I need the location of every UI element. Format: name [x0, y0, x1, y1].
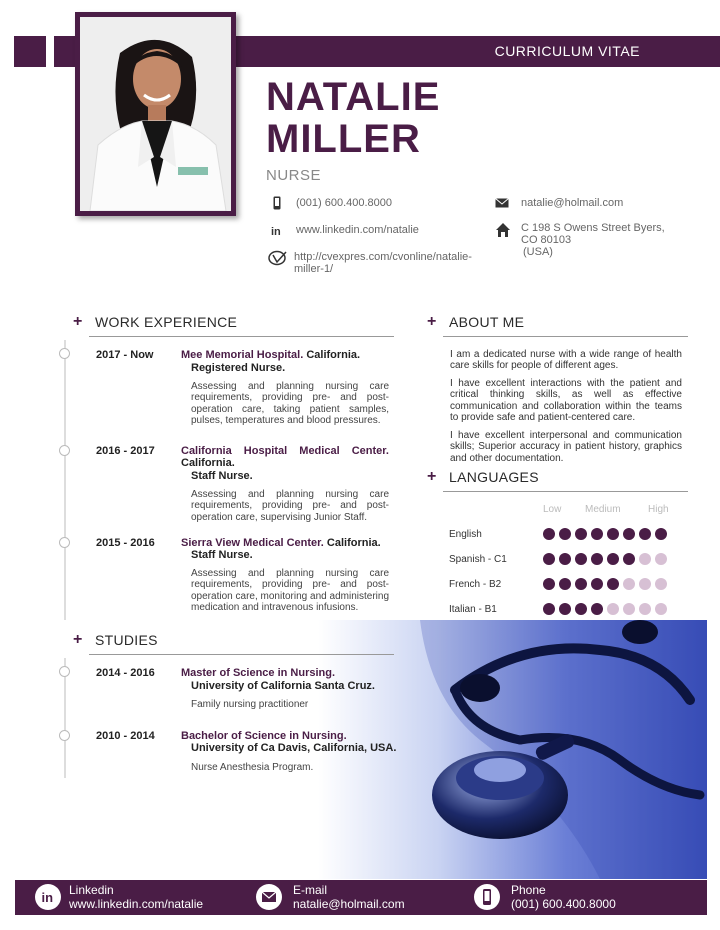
rating-dot-filled — [575, 528, 587, 540]
work-organization — [181, 349, 389, 361]
rating-dot-filled — [559, 603, 571, 615]
language-rating — [543, 528, 667, 540]
languages-title: LANGUAGES — [449, 469, 539, 485]
work-date: 2015 - 2016 — [96, 537, 155, 549]
languages-heading — [427, 468, 539, 485]
rating-dot-filled — [591, 528, 603, 540]
footer-linkedin-label: Linkedin — [69, 883, 114, 897]
svg-text:in: in — [41, 890, 54, 905]
rating-dot-filled — [543, 528, 555, 540]
work-org-place: California. — [303, 349, 361, 361]
rating-dot-empty — [623, 578, 635, 590]
study-school: University of California Santa Cruz. — [191, 680, 375, 692]
footer-linkedin[interactable] — [69, 883, 203, 911]
study-school: University of Ca Davis, California, USA. — [191, 742, 397, 754]
rating-dot-filled — [591, 578, 603, 590]
full-name — [266, 76, 440, 160]
work-org-name: Sierra View Medical Center. — [181, 537, 324, 549]
study-date: 2014 - 2016 — [96, 667, 155, 679]
contact-website-line2: miller-1/ — [294, 263, 334, 275]
studies-heading — [73, 631, 158, 648]
work-date: 2016 - 2017 — [96, 445, 155, 457]
profile-photo — [80, 17, 231, 211]
language-name: English — [449, 529, 482, 540]
linkedin-icon — [270, 223, 284, 237]
footer-email-value: natalie@holmail.com — [293, 897, 405, 911]
work-timeline — [64, 340, 66, 620]
first-name: NATALIE — [266, 75, 441, 119]
footer-linkedin-value: www.linkedin.com/natalie — [69, 897, 204, 911]
contact-phone-text: (001) 600.400.8000 — [296, 197, 393, 209]
rating-dot-filled — [575, 578, 587, 590]
footer-phone-label: Phone — [511, 883, 546, 897]
work-experience-heading — [73, 313, 238, 330]
profile-photo-frame — [75, 12, 236, 216]
rating-dot-filled — [543, 603, 555, 615]
language-rating — [543, 578, 667, 590]
rating-dot-filled — [559, 553, 571, 565]
about-me-divider — [443, 336, 688, 337]
work-date: 2017 - Now — [96, 349, 154, 361]
timeline-dot — [59, 445, 70, 456]
study-degree-name: Bachelor of Science in Nursing. — [181, 730, 347, 742]
rating-dot-filled — [623, 553, 635, 565]
work-description: Assessing and planning nursing care requirements, providing pre- and post-operation care, taking patient samples, pulses, temperatures and blood pressures. — [191, 381, 389, 426]
work-org-place: California. — [323, 537, 381, 549]
work-description: Assessing and planning nursing care requirements, providing pre- and post-operation care, monitoring and administering medication and intravenous infusions. — [191, 568, 389, 613]
plus-icon: + — [427, 468, 437, 485]
timeline-dot — [59, 348, 70, 359]
nurse-portrait-illustration — [80, 17, 231, 211]
footer-linkedin-icon — [35, 884, 61, 910]
work-organization — [181, 445, 389, 469]
work-role: Staff Nurse. — [191, 470, 253, 482]
study-degree-name: Master of Science in Nursing. — [181, 667, 336, 679]
rating-dot-empty — [623, 603, 635, 615]
rating-dot-filled — [607, 578, 619, 590]
rating-dot-empty — [639, 553, 651, 565]
study-note: Nurse Anesthesia Program. — [191, 762, 314, 773]
rating-dot-empty — [655, 603, 667, 615]
contact-website-line1: http://cvexpres.com/cvonline/natalie- — [294, 251, 472, 263]
work-organization — [181, 537, 389, 549]
envelope-icon — [495, 196, 509, 210]
timeline-dot — [59, 730, 70, 741]
about-me-title: ABOUT ME — [449, 314, 525, 330]
rating-dot-filled — [543, 553, 555, 565]
rating-dot-filled — [575, 603, 587, 615]
contact-linkedin-text: www.linkedin.com/natalie — [296, 224, 419, 236]
contact-email-text: natalie@holmail.com — [521, 197, 624, 209]
level-high-label: High — [648, 504, 669, 515]
rating-dot-filled — [607, 528, 619, 540]
rating-dot-empty — [655, 578, 667, 590]
svg-text:in: in — [271, 226, 281, 237]
work-org-place: California. — [181, 457, 235, 469]
work-org-name: California Hospital Medical Center. — [181, 445, 389, 457]
footer-phone-icon — [474, 884, 500, 910]
study-degree — [181, 730, 389, 742]
last-name: MILLER — [266, 117, 421, 161]
footer-bar — [15, 880, 707, 915]
rating-dot-filled — [639, 528, 651, 540]
footer-email-label: E-mail — [293, 883, 328, 897]
contact-address-line1: C 198 S Owens Street Byers, — [521, 222, 665, 234]
language-rating — [543, 553, 667, 565]
cv-title: CURRICULUM VITAE — [494, 43, 640, 59]
rating-dot-empty — [655, 553, 667, 565]
plus-icon: + — [73, 313, 83, 330]
rating-dot-filled — [575, 553, 587, 565]
timeline-dot — [59, 537, 70, 548]
language-name: French - B2 — [449, 579, 502, 590]
rating-dot-filled — [559, 578, 571, 590]
study-note: Family nursing practitioner — [191, 699, 309, 710]
study-date: 2010 - 2014 — [96, 730, 155, 742]
footer-email[interactable] — [293, 883, 405, 911]
job-title: NURSE — [266, 167, 322, 184]
languages-divider — [443, 491, 688, 492]
footer-phone-value: (001) 600.400.8000 — [511, 897, 616, 911]
timeline-dot — [59, 666, 70, 677]
contact-address-line2: CO 80103 — [521, 234, 572, 246]
home-icon — [495, 222, 511, 238]
rating-dot-filled — [607, 553, 619, 565]
rating-dot-filled — [591, 553, 603, 565]
header-bar-left-gap — [0, 36, 14, 67]
contact-address-line3: (USA) — [523, 246, 553, 258]
work-experience-title: WORK EXPERIENCE — [95, 314, 238, 330]
language-rating — [543, 603, 667, 615]
rating-dot-filled — [543, 578, 555, 590]
rating-dot-empty — [639, 603, 651, 615]
work-experience-divider — [89, 336, 394, 337]
studies-divider — [89, 654, 394, 655]
studies-title: STUDIES — [95, 632, 158, 648]
language-name: Italian - B1 — [449, 604, 497, 615]
language-name: Spanish - C1 — [449, 554, 507, 565]
work-role: Staff Nurse. — [191, 549, 253, 561]
plus-icon: + — [73, 631, 83, 648]
rating-dot-filled — [623, 528, 635, 540]
footer-phone[interactable] — [511, 883, 616, 911]
rating-dot-filled — [559, 528, 571, 540]
work-role: Registered Nurse. — [191, 362, 286, 374]
header-bar-notch — [46, 36, 54, 67]
rating-dot-filled — [655, 528, 667, 540]
footer-email-icon — [256, 884, 282, 910]
plus-icon: + — [427, 313, 437, 330]
rating-dot-empty — [639, 578, 651, 590]
level-medium-label: Medium — [585, 504, 621, 515]
about-me-heading — [427, 313, 525, 330]
cv-website-icon — [268, 250, 288, 266]
about-paragraph: I have excellent interpersonal and communication skills; Superior accuracy in patient history, graphics and other documentation. — [450, 430, 682, 464]
work-org-name: Mee Memorial Hospital. — [181, 349, 304, 361]
rating-dot-empty — [607, 603, 619, 615]
about-paragraph: I have excellent interactions with the patient and critical thinking skills, as well as effective communication and collaboration within the teams to provide safe and patient-centered care. — [450, 378, 682, 423]
about-paragraph: I am a dedicated nurse with a wide range of health care skills for people of different ages. — [450, 349, 682, 372]
work-description: Assessing and planning nursing care requirements, providing pre- and post-operation care, supervising Junior Staff. — [191, 489, 389, 523]
rating-dot-filled — [591, 603, 603, 615]
level-low-label: Low — [543, 504, 562, 515]
study-degree — [181, 667, 389, 679]
mobile-phone-icon — [270, 196, 284, 210]
